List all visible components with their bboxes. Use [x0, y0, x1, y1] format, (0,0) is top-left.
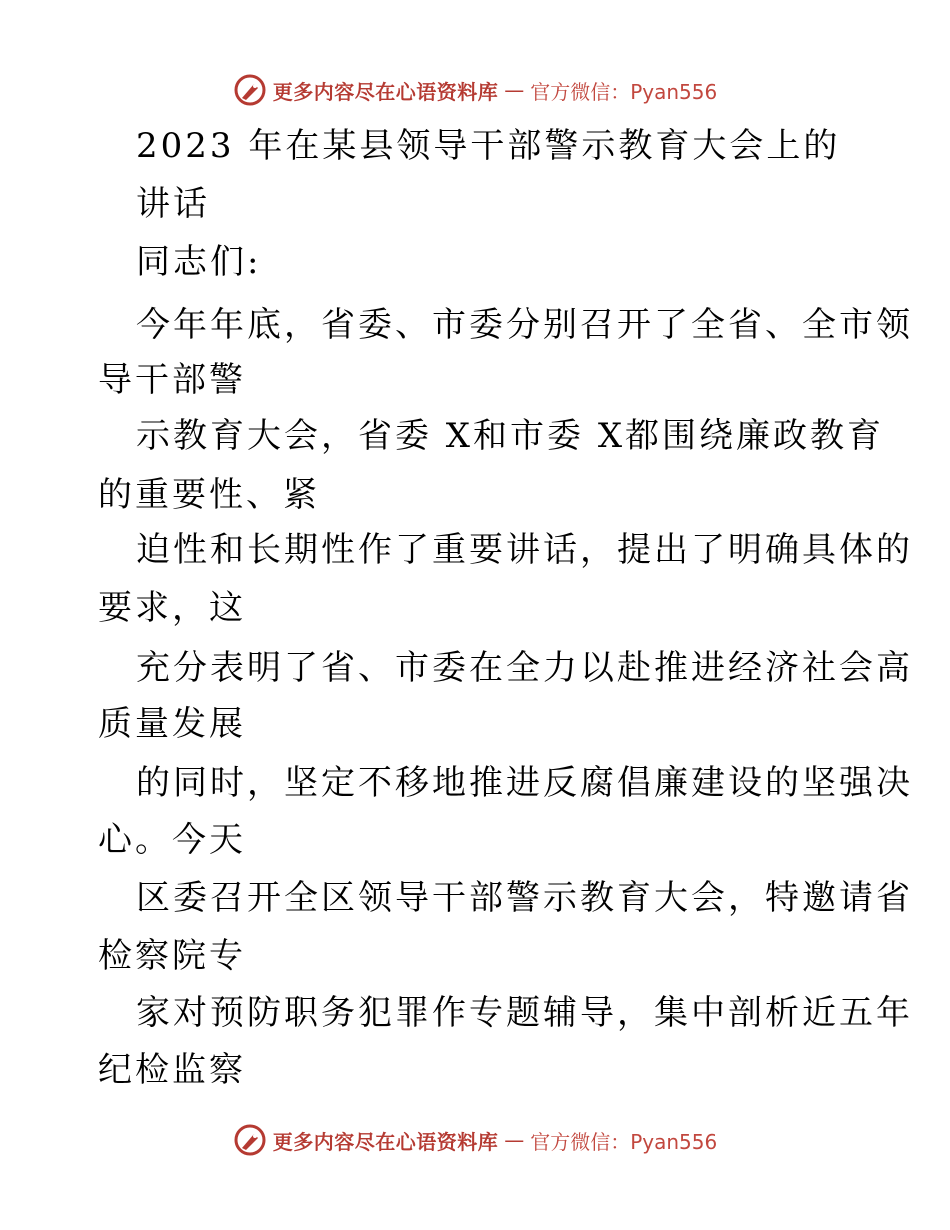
salutation: 同志们: — [136, 242, 262, 282]
paragraph-line: 质量发展 — [98, 704, 246, 744]
watermark-main-text: 更多内容尽在心语资料库 — [272, 1129, 499, 1154]
document-title-line-2: 讲话 — [136, 184, 210, 224]
watermark-wechat-text: 官方微信：Pyan556 — [530, 79, 718, 104]
document-title-line-1: 2023 年在某县领导干部警示教育大会上的 — [136, 126, 841, 166]
paragraph-line: 区委召开全区领导干部警示教育大会，特邀请省 — [136, 878, 913, 918]
paragraph-line: 今年年底，省委、市委分别召开了全省、全市领 — [136, 305, 913, 345]
watermark-main-text: 更多内容尽在心语资料库 — [272, 79, 499, 104]
pen-nib-logo-icon — [233, 1123, 267, 1157]
paragraph-line: 心。今天 — [98, 820, 246, 860]
paragraph-line: 示教育大会，省委 X和市委 X都围绕廉政教育 — [136, 416, 885, 456]
watermark-separator: — — [504, 78, 525, 102]
paragraph-line: 纪检监察 — [98, 1050, 246, 1090]
paragraph-line: 的重要性、紧 — [98, 475, 320, 515]
pen-nib-logo-icon — [233, 73, 267, 107]
paragraph-line: 检察院专 — [98, 936, 246, 976]
paragraph-line: 要求，这 — [98, 588, 246, 628]
paragraph-line: 家对预防职务犯罪作专题辅导，集中剖析近五年 — [136, 993, 913, 1033]
paragraph-line: 的同时，坚定不移地推进反腐倡廉建设的坚强决 — [136, 763, 913, 803]
footer-watermark-banner — [0, 1120, 950, 1160]
watermark-wechat-text: 官方微信：Pyan556 — [530, 1129, 718, 1154]
paragraph-line: 充分表明了省、市委在全力以赴推进经济社会高 — [136, 648, 913, 688]
watermark-separator: — — [504, 1128, 525, 1152]
paragraph-line: 迫性和长期性作了重要讲话，提出了明确具体的 — [136, 530, 913, 570]
header-watermark-banner — [0, 70, 950, 110]
paragraph-line: 导干部警 — [98, 360, 246, 400]
